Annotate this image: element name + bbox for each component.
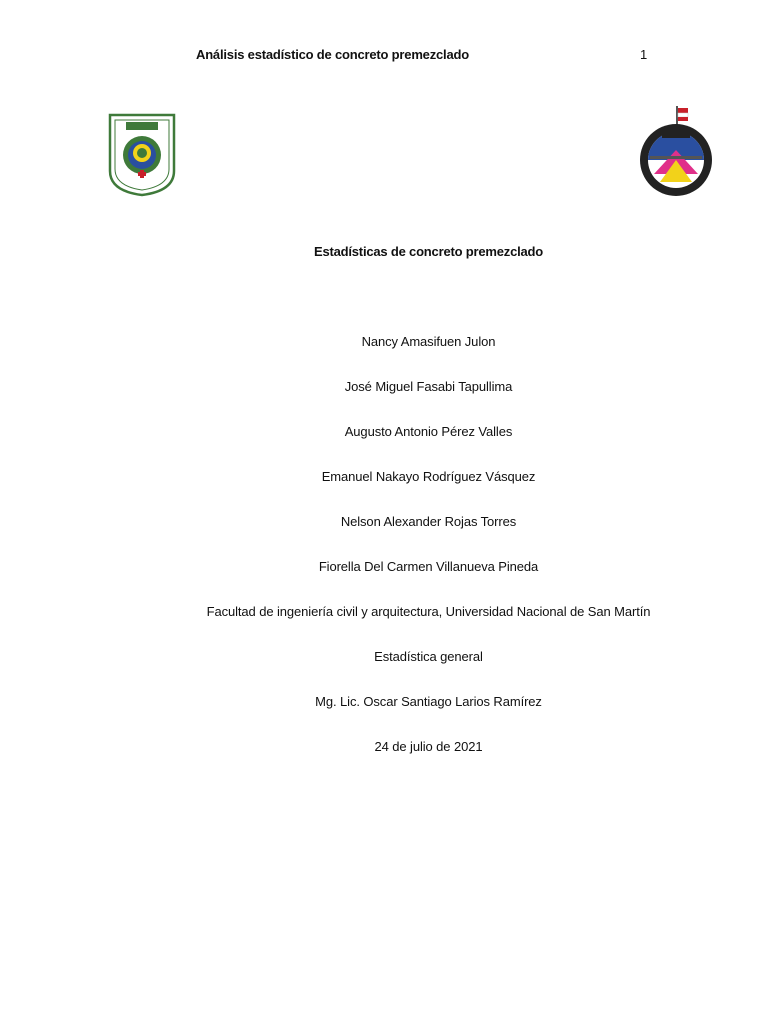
course-name: Estadística general	[374, 649, 483, 664]
author-name: José Miguel Fasabi Tapullima	[344, 379, 513, 394]
page-number: 1	[640, 47, 648, 62]
instructor-name: Mg. Lic. Oscar Santiago Larios Ramírez	[315, 694, 542, 709]
faculty-emblem-logo	[636, 104, 716, 204]
affiliation: Facultad de ingeniería civil y arquitectura, Universidad Nacional de San Martín	[206, 604, 651, 619]
author-name: Nancy Amasifuen Julon	[361, 334, 496, 349]
document-date: 24 de julio de 2021	[374, 739, 483, 754]
author-name: Nelson Alexander Rojas Torres	[340, 514, 517, 529]
author-name: Fiorella Del Carmen Villanueva Pineda	[318, 559, 539, 574]
title-page-details	[0, 334, 768, 784]
university-seal-logo	[106, 111, 178, 197]
running-header-title: Análisis estadístico de concreto premezclado	[196, 47, 469, 62]
document-title: Estadísticas de concreto premezclado	[313, 244, 544, 259]
author-name: Augusto Antonio Pérez Valles	[344, 424, 513, 439]
author-name: Emanuel Nakayo Rodríguez Vásquez	[321, 469, 536, 484]
